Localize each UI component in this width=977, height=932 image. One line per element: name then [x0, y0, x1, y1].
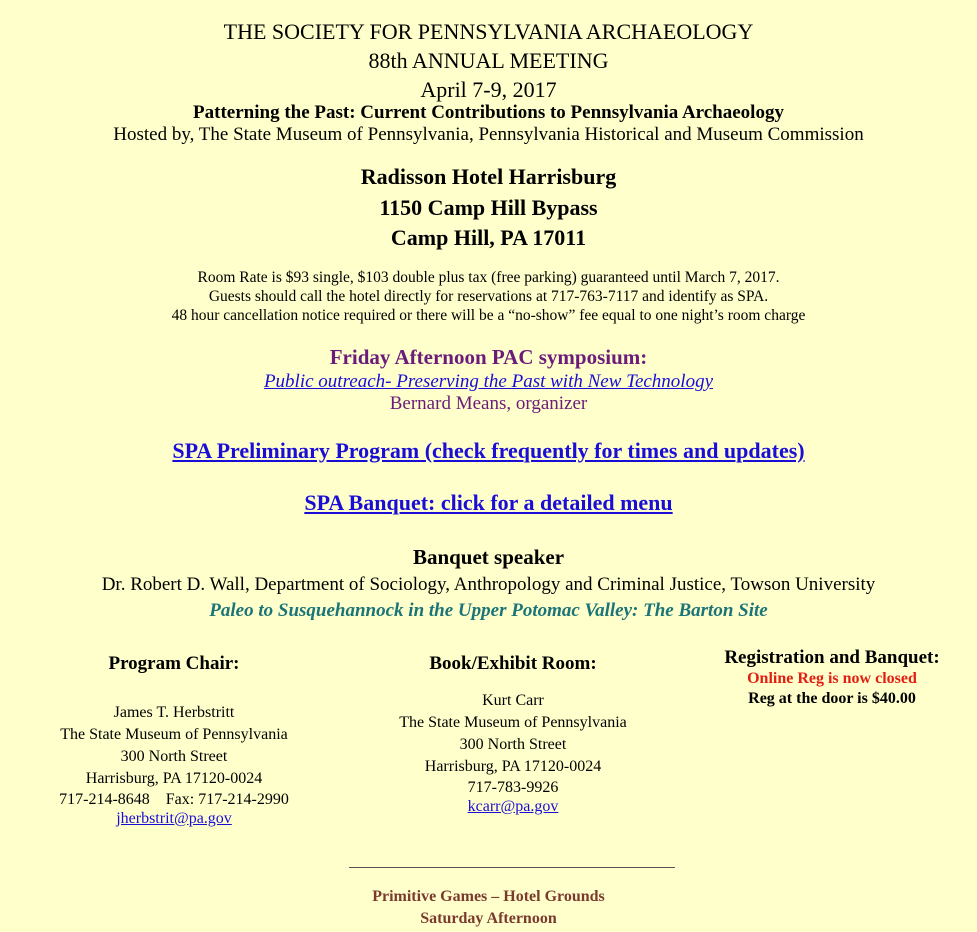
saturday-afternoon: Saturday Afternoon	[420, 910, 557, 927]
exhibit-phone: 717-783-9926	[467, 779, 559, 796]
meeting-dates: April 7-9, 2017	[420, 77, 557, 102]
preliminary-program-link[interactable]: SPA Preliminary Program (check frequently for times and updates)	[172, 438, 805, 463]
exhibit-street: 300 North Street	[459, 736, 567, 753]
banquet-menu-link[interactable]: SPA Banquet: click for a detailed menu	[304, 490, 673, 515]
hosted-by: Hosted by, The State Museum of Pennsylvania, Pennsylvania Historical and Museum Commission	[113, 124, 864, 145]
program-chair-heading: Program Chair:	[108, 653, 240, 674]
program-chair-street: 300 North Street	[120, 748, 228, 765]
program-chair-org: The State Museum of Pennsylvania	[60, 726, 288, 743]
program-chair-name: James T. Herbstritt	[113, 704, 235, 721]
registration-door-price: Reg at the door is $40.00	[748, 690, 916, 707]
symposium-link[interactable]: Public outreach- Preserving the Past with New Technology	[263, 371, 714, 392]
speaker-talk: Paleo to Susquehannock in the Upper Potomac Valley: The Barton Site	[209, 600, 768, 621]
venue-street: 1150 Camp Hill Bypass	[379, 195, 598, 220]
program-chair-phone: 717-214-8648 Fax: 717-214-2990	[59, 791, 289, 808]
exhibit-org: The State Museum of Pennsylvania	[399, 714, 627, 731]
meeting-title: 88th ANNUAL MEETING	[368, 48, 609, 73]
program-chair-section	[24, 652, 324, 829]
exhibit-name: Kurt Carr	[482, 692, 544, 709]
speaker-heading: Banquet speaker	[412, 545, 565, 569]
venue-city: Camp Hill, PA 17011	[390, 225, 587, 250]
exhibit-room-section	[363, 652, 663, 817]
registration-heading: Registration and Banquet:	[724, 647, 940, 668]
program-chair-city: Harrisburg, PA 17120-0024	[85, 770, 263, 787]
registration-section	[692, 647, 972, 709]
society-title: THE SOCIETY FOR PENNSYLVANIA ARCHAEOLOGY	[223, 19, 754, 44]
symposium-heading: Friday Afternoon PAC symposium:	[329, 345, 648, 369]
meeting-theme: Patterning the Past: Current Contributions to Pennsylvania Archaeology	[193, 102, 784, 123]
cancellation-policy: 48 hour cancellation notice required or there will be a “no-show” fee equal to one night’s room charge	[171, 307, 806, 324]
exhibit-heading: Book/Exhibit Room:	[429, 653, 597, 674]
speaker-name: Dr. Robert D. Wall, Department of Sociology, Anthropology and Criminal Justice, Towson University	[101, 574, 876, 595]
reservation-info: Guests should call the hotel directly for reservations at 717-763-7117 and identify as SPA.	[208, 288, 769, 305]
exhibit-city: Harrisburg, PA 17120-0024	[424, 758, 602, 775]
symposium-organizer: Bernard Means, organizer	[389, 393, 588, 414]
venue-name: Radisson Hotel Harrisburg	[360, 164, 617, 189]
registration-status: Online Reg is now closed	[747, 670, 917, 687]
primitive-games: Primitive Games – Hotel Grounds	[372, 888, 605, 905]
program-chair-email[interactable]: jherbstrit@pa.gov	[116, 810, 232, 827]
section-divider	[349, 867, 675, 868]
exhibit-email[interactable]: kcarr@pa.gov	[467, 798, 559, 815]
room-rate: Room Rate is $93 single, $103 double plus tax (free parking) guaranteed until March 7, 2017.	[197, 269, 780, 286]
